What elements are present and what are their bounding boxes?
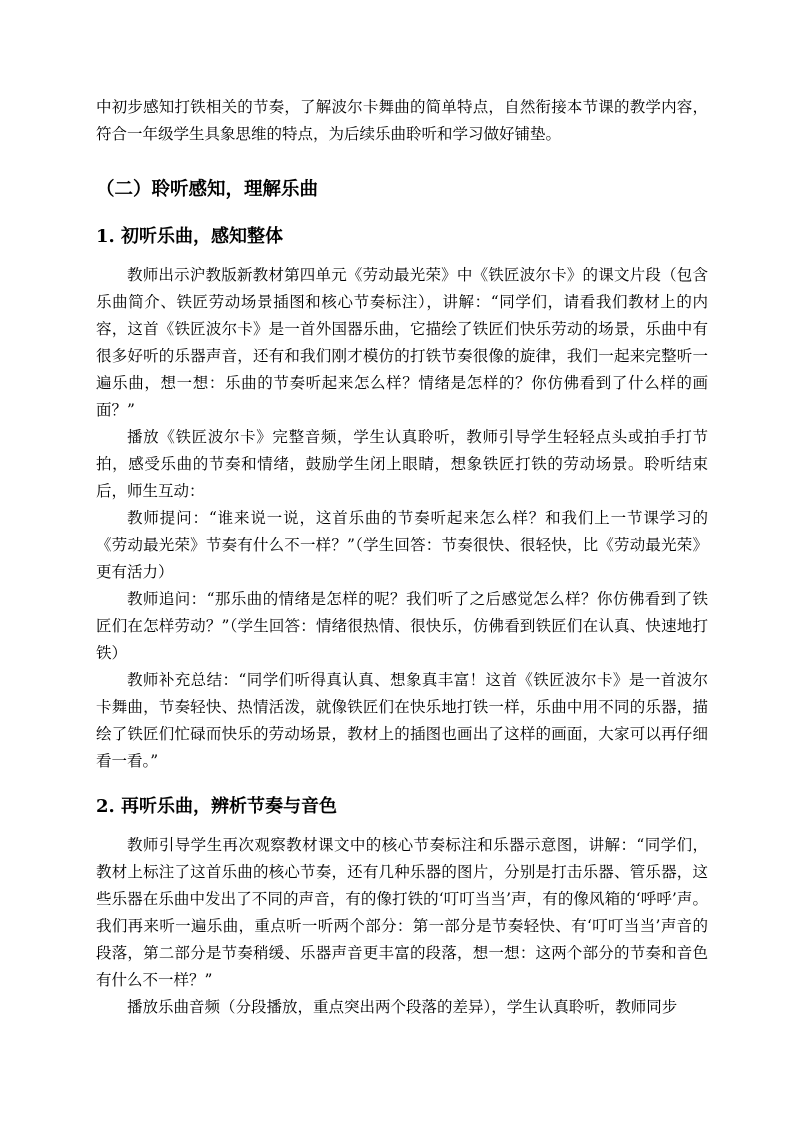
- paragraph: 教师引导学生再次观察教材课文中的核心节奏标注和乐器示意图，讲解：“同学们，教材上标注了这首乐曲的核心节奏，还有几种乐器的图片，分别是打击乐器、管乐器，这些乐器在乐曲中发出了不同的声音，有的像打铁的‘叮叮当当’声，有的像风箱的‘呼呼’声。我们再来听一遍乐曲，重点听一听两个部分：第一部分是节奏轻快、有‘叮叮当当’声音的段落，第二部分是节奏稍缓、乐器声音更丰富的段落，想一想：这两个部分的节奏和音色有什么不一样？”: [96, 836, 708, 989]
- intro-paragraph: 中初步感知打铁相关的节奏，了解波尔卡舞曲的简单特点，自然衔接本节课的教学内容，符合一年级学生具象思维的特点，为后续乐曲聆听和学习做好铺垫。: [96, 98, 708, 143]
- subsection-2-heading: 2. 再听乐曲，辨析节奏与音色: [96, 796, 338, 817]
- paragraph: 播放乐曲音频（分段播放，重点突出两个段落的差异），学生认真聆听，教师同步: [127, 998, 678, 1016]
- paragraph: 教师追问：“那乐曲的情绪是怎样的呢？我们听了之后感觉怎么样？你仿佛看到了铁匠们在怎样劳动？”（学生回答：情绪很热情、很快乐，仿佛看到铁匠们在认真、快速地打铁）: [96, 590, 708, 662]
- paragraph: 教师补充总结：“同学们听得真认真、想象真丰富！这首《铁匠波尔卡》是一首波尔卡舞曲，节奏轻快、热情活泼，就像铁匠们在快乐地打铁一样，乐曲中用不同的乐器，描绘了铁匠们忙碌而快乐的劳动场景，教材上的插图也画出了这样的画面，大家可以再仔细看一看。”: [96, 671, 708, 770]
- subsection-1-heading: 1. 初听乐曲，感知整体: [96, 226, 284, 247]
- paragraph: 播放《铁匠波尔卡》完整音频，学生认真聆听，教师引导学生轻轻点头或拍手打节拍，感受乐曲的节奏和情绪，鼓励学生闭上眼睛，想象铁匠打铁的劳动场景。聆听结束后，师生互动：: [96, 428, 708, 500]
- paragraph: 教师提问：“谁来说一说，这首乐曲的节奏听起来怎么样？和我们上一节课学习的《劳动最光荣》节奏有什么不一样？”（学生回答：节奏很快、很轻快，比《劳动最光荣》更有活力）: [96, 509, 708, 581]
- paragraph: 教师出示沪教版新教材第四单元《劳动最光荣》中《铁匠波尔卡》的课文片段（包含乐曲简介、铁匠劳动场景插图和核心节奏标注），讲解：“同学们，请看我们教材上的内容，这首《铁匠波尔卡》是一首外国器乐曲，它描绘了铁匠们快乐劳动的场景，乐曲中有很多好听的乐器声音，还有和我们刚才模仿的打铁节奏很像的旋律，我们一起来完整听一遍乐曲，想一想：乐曲的节奏听起来怎么样？情绪是怎样的？你仿佛看到了什么样的画面？”: [96, 266, 708, 419]
- section-heading: （二）聆听感知，理解乐曲: [96, 179, 319, 200]
